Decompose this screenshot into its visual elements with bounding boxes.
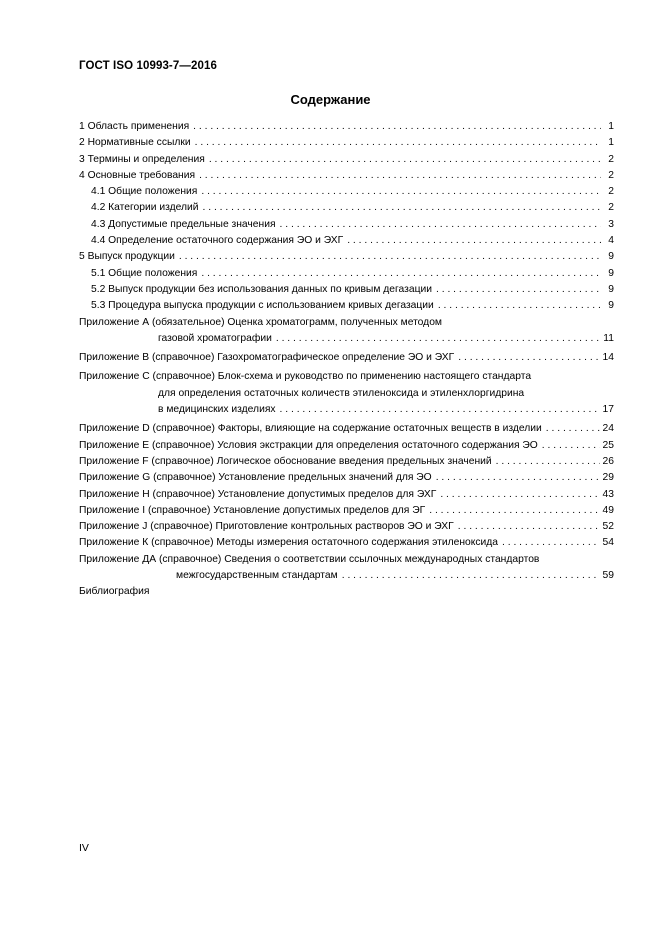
toc-entry-label: Приложение Е (справочное) Условия экстракции для определения остаточного содержания ЭО bbox=[79, 439, 538, 451]
dot-leader bbox=[429, 503, 599, 519]
toc-entry[interactable] bbox=[79, 135, 614, 151]
toc-annex-entry[interactable] bbox=[79, 487, 614, 503]
dot-leader bbox=[201, 266, 601, 282]
toc-entry-label: 4.3 Допустимые предельные значения bbox=[91, 218, 276, 230]
dot-leader bbox=[546, 421, 600, 437]
toc-entry[interactable] bbox=[79, 152, 614, 168]
toc-entry-page: 49 bbox=[602, 504, 614, 516]
toc-entry-label-continuation: в медицинских изделиях bbox=[158, 404, 276, 416]
toc-annex-entry[interactable] bbox=[79, 369, 614, 385]
toc-entry-label: Приложение F (справочное) Логическое обоснование введения предельных значений bbox=[79, 455, 492, 467]
dot-leader bbox=[195, 135, 601, 151]
dot-leader bbox=[280, 217, 601, 233]
dot-leader bbox=[347, 233, 601, 249]
toc-entry-label: 5.2 Выпуск продукции без использования данных по кривым дегазации bbox=[91, 283, 432, 295]
toc-annex-continuation[interactable] bbox=[79, 402, 614, 418]
dot-leader bbox=[342, 568, 600, 584]
toc-entry-label: Приложение ДА (справочное) Сведения о соответствии ссылочных международных стандартов bbox=[79, 553, 540, 565]
toc-entry-label: Приложение В (справочное) Газохроматографическое определение ЭО и ЭХГ bbox=[79, 352, 455, 364]
toc-entry-label: Приложение D (справочное) Факторы, влияющие на содержание остаточных веществ в изделии bbox=[79, 423, 542, 435]
toc-entry-page: 9 bbox=[608, 267, 614, 279]
toc-annex-entry[interactable] bbox=[79, 552, 614, 568]
dot-leader bbox=[496, 454, 600, 470]
toc-entry-page: 11 bbox=[603, 332, 614, 344]
toc-entry-page: 9 bbox=[608, 251, 614, 263]
toc-subentry[interactable] bbox=[79, 298, 614, 314]
toc-subentry[interactable] bbox=[79, 200, 614, 216]
toc-annex-entry[interactable] bbox=[79, 470, 614, 486]
toc-entry-label: 4.2 Категории изделий bbox=[91, 202, 199, 214]
toc-annex-entry[interactable] bbox=[79, 421, 614, 437]
dot-leader bbox=[502, 535, 600, 551]
toc-annex-continuation[interactable] bbox=[79, 568, 614, 584]
toc-entry-label: 3 Термины и определения bbox=[79, 153, 205, 165]
toc-entry-page: 25 bbox=[602, 439, 614, 451]
toc-entry-label: 2 Нормативные ссылки bbox=[79, 137, 191, 149]
toc-bibliography-entry[interactable] bbox=[79, 584, 614, 600]
toc-entry-label: Приложение С (справочное) Блок-схема и руководство по применению настоящего стандарта bbox=[79, 371, 532, 383]
dot-leader bbox=[193, 119, 601, 135]
toc-entry-label: Приложение Н (справочное) Установление допустимых пределов для ЭХГ bbox=[79, 488, 437, 500]
toc-entry[interactable] bbox=[79, 168, 614, 184]
toc-entry-page: 59 bbox=[602, 570, 614, 582]
toc-entry-label: 4 Основные требования bbox=[79, 169, 196, 181]
toc-entry-page: 3 bbox=[608, 218, 614, 230]
toc-entry-label: 1 Область применения bbox=[79, 121, 190, 132]
toc-entry-label: 5 Выпуск продукции bbox=[79, 251, 175, 263]
dot-leader bbox=[280, 402, 600, 418]
toc-entry-page: 4 bbox=[608, 235, 614, 247]
toc-entry-label-continuation: газовой хроматографии bbox=[158, 332, 272, 344]
toc-entry-label: Приложение J (справочное) Приготовление контрольных растворов ЭО и ЭХГ bbox=[79, 521, 454, 533]
toc-annex-entry[interactable] bbox=[79, 503, 614, 519]
toc-entry-label: 5.1 Общие положения bbox=[91, 267, 198, 279]
toc-annex-entry[interactable] bbox=[79, 519, 614, 535]
toc-entry-label: Библиография bbox=[79, 586, 150, 598]
toc-subentry[interactable] bbox=[79, 217, 614, 233]
dot-leader bbox=[201, 184, 601, 200]
toc-annex-entry[interactable] bbox=[79, 350, 614, 366]
table-of-contents bbox=[79, 119, 614, 601]
toc-entry-label: Приложение I (справочное) Установление допустимых пределов для ЭГ bbox=[79, 504, 426, 516]
toc-annex-continuation[interactable] bbox=[79, 386, 614, 402]
toc-annex-entry[interactable] bbox=[79, 438, 614, 454]
standard-header: ГОСТ ISO 10993-7—2016 bbox=[79, 60, 217, 72]
toc-entry-page: 1 bbox=[608, 137, 614, 149]
toc-annex-entry[interactable] bbox=[79, 454, 614, 470]
dot-leader bbox=[203, 200, 602, 216]
toc-annex-continuation[interactable] bbox=[79, 331, 614, 347]
toc-entry-page: 43 bbox=[602, 488, 614, 500]
toc-entry-page: 26 bbox=[602, 455, 614, 467]
page-number: IV bbox=[79, 842, 89, 854]
toc-subentry[interactable] bbox=[79, 282, 614, 298]
dot-leader bbox=[209, 152, 601, 168]
toc-entry-page: 2 bbox=[608, 186, 614, 198]
toc-entry-page: 9 bbox=[608, 300, 614, 312]
toc-subentry[interactable] bbox=[79, 184, 614, 200]
toc-entry-label: Приложение А (обязательное) Оценка хроматограмм, полученных методом bbox=[79, 316, 442, 328]
toc-entry-page: 1 bbox=[608, 121, 614, 132]
dot-leader bbox=[199, 168, 601, 184]
toc-entry-page: 54 bbox=[602, 537, 614, 549]
toc-entry-page: 29 bbox=[602, 472, 614, 484]
toc-entry-label-continuation: для определения остаточных количеств этиленоксида и этиленхлоргидрина bbox=[158, 387, 525, 399]
dot-leader bbox=[179, 249, 601, 265]
dot-leader bbox=[440, 487, 599, 503]
toc-entry-label-continuation: межгосударственным стандартам bbox=[176, 570, 338, 582]
toc-entry-page: 14 bbox=[602, 352, 614, 364]
toc-entry[interactable] bbox=[79, 249, 614, 265]
toc-entry-label: 4.1 Общие положения bbox=[91, 186, 198, 198]
toc-entry-page: 24 bbox=[602, 423, 614, 435]
dot-leader bbox=[458, 350, 599, 366]
toc-entry-page: 17 bbox=[602, 404, 614, 416]
toc-entry-page: 9 bbox=[608, 283, 614, 295]
toc-entry-label: Приложение К (справочное) Методы измерения остаточного содержания этиленоксида bbox=[79, 537, 499, 549]
toc-annex-entry[interactable] bbox=[79, 315, 614, 331]
toc-entry-label: 5.3 Процедура выпуска продукции с использованием кривых дегазации bbox=[91, 300, 434, 312]
dot-leader bbox=[436, 470, 600, 486]
toc-entry-label: Приложение G (справочное) Установление предельных значений для ЭО bbox=[79, 472, 432, 484]
dot-leader bbox=[276, 331, 600, 347]
dot-leader bbox=[438, 298, 601, 314]
toc-entry-label: 4.4 Определение остаточного содержания ЭО и ЭХГ bbox=[91, 235, 344, 247]
dot-leader bbox=[542, 438, 600, 454]
dot-leader bbox=[458, 519, 600, 535]
toc-entry[interactable] bbox=[79, 119, 614, 135]
page-title: Содержание bbox=[290, 92, 371, 107]
toc-entry-page: 2 bbox=[608, 169, 614, 181]
toc-entry-page: 2 bbox=[608, 202, 614, 214]
dot-leader bbox=[436, 282, 601, 298]
toc-entry-page: 52 bbox=[602, 521, 614, 533]
toc-subentry[interactable] bbox=[79, 233, 614, 249]
toc-entry-page: 2 bbox=[608, 153, 614, 165]
toc-subentry[interactable] bbox=[79, 266, 614, 282]
toc-annex-entry[interactable] bbox=[79, 535, 614, 551]
